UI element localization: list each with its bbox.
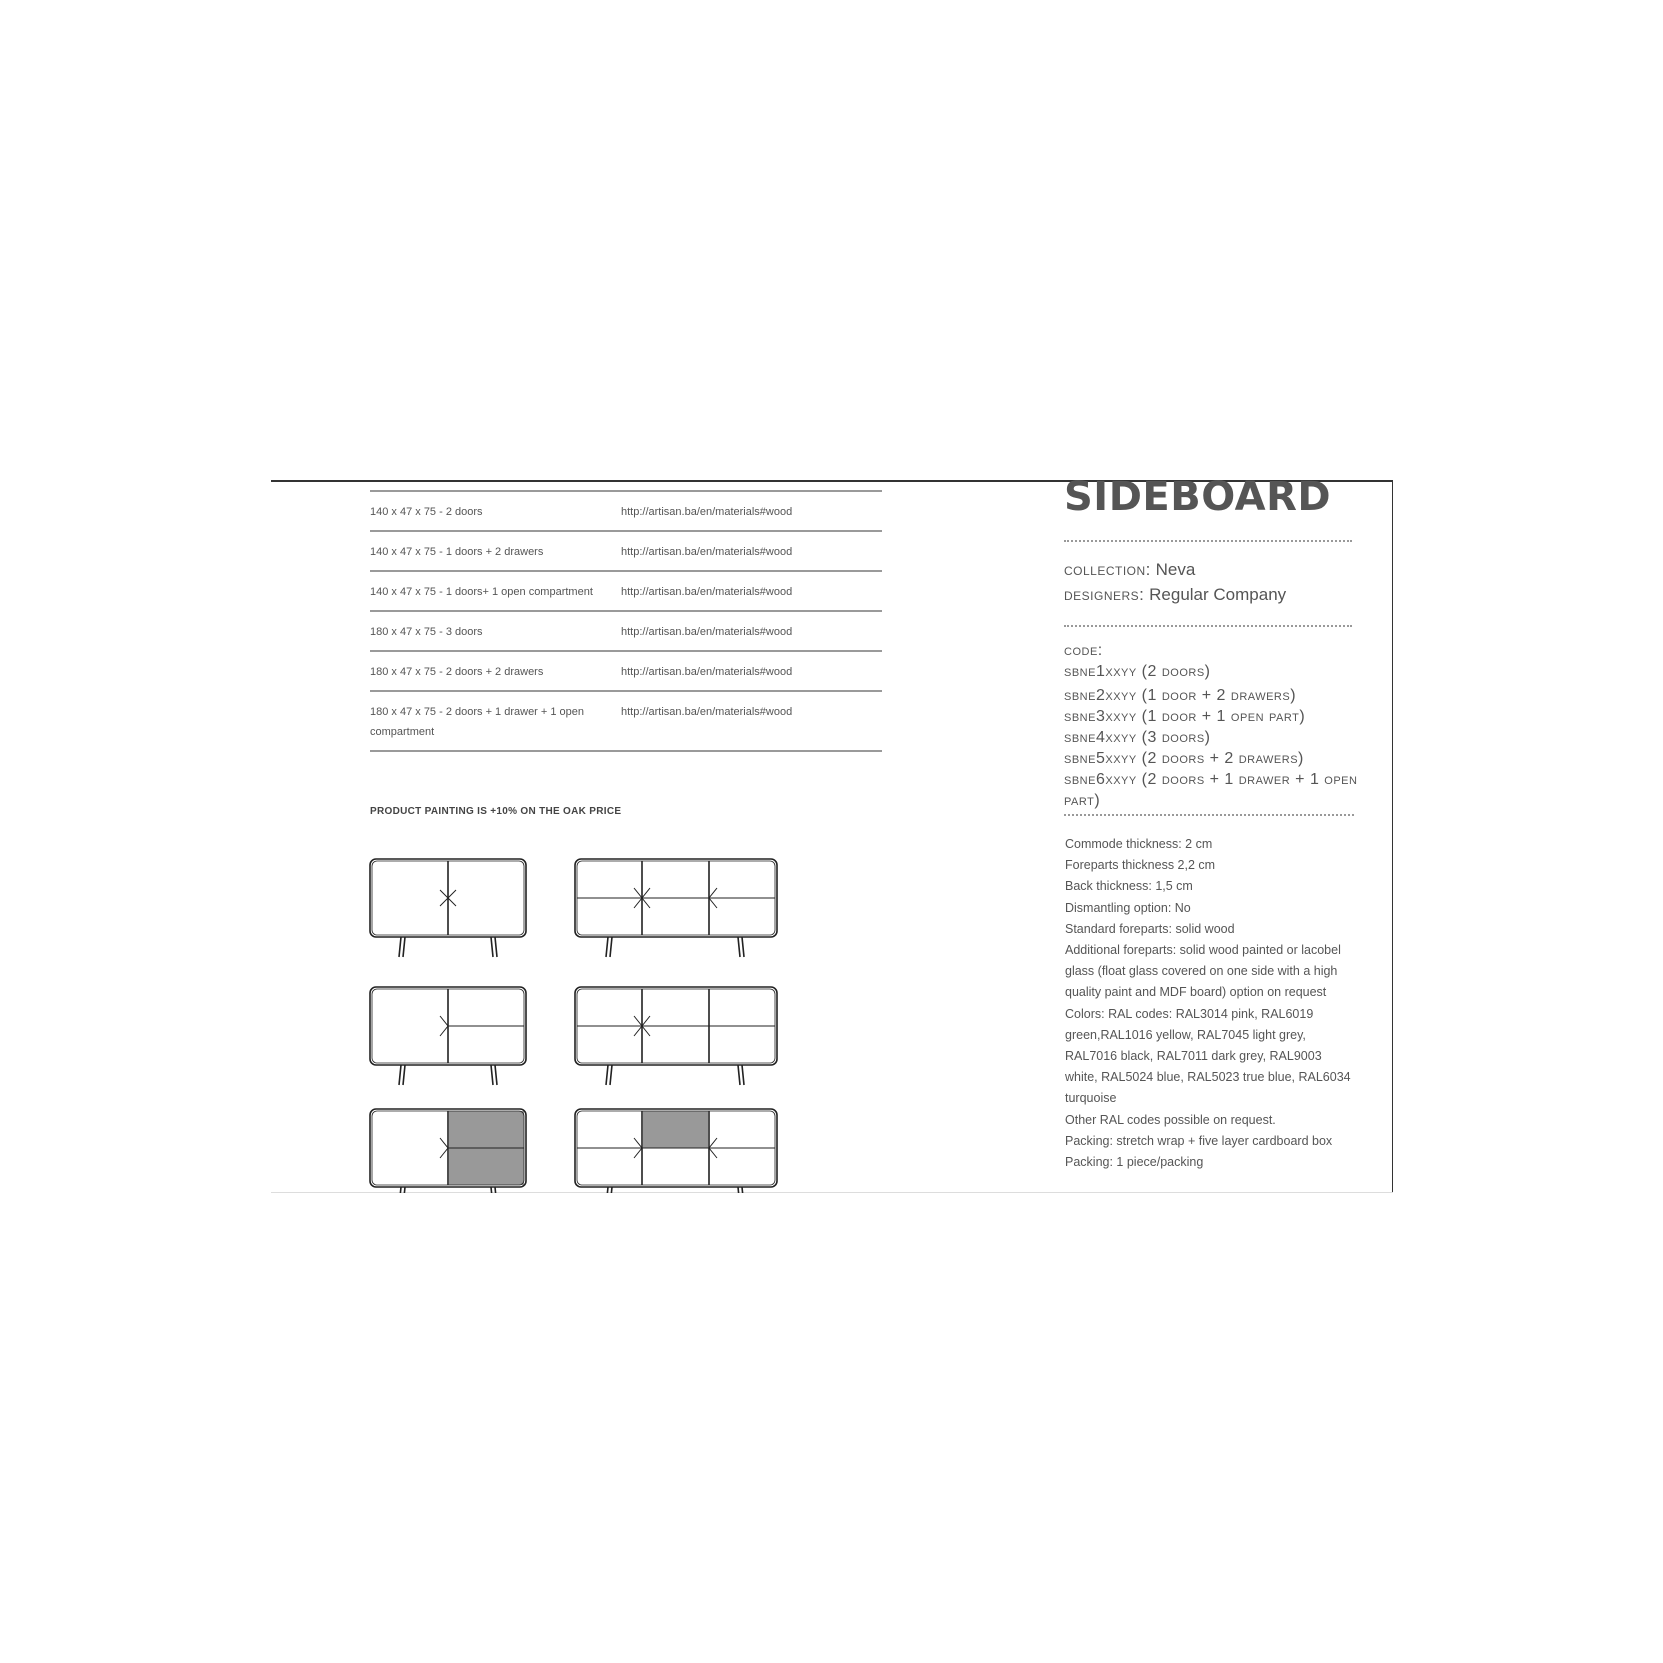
code-item: sbne4xxyy (3 doors): [1064, 729, 1211, 746]
spec-item: Other RAL codes possible on request.: [1065, 1112, 1276, 1127]
designers-line: [1064, 582, 1286, 607]
designers-label: designers:: [1064, 585, 1145, 604]
spec-item: Dismantling option: No: [1065, 900, 1191, 915]
dotted-divider: [1064, 814, 1354, 816]
dimensions-cell: 140 x 47 x 75 - 1 doors+ 1 open compartment: [370, 571, 621, 611]
spec-item: Colors: RAL codes: RAL3014 pink, RAL6019 green,RAL1016 yellow, RAL7045 light grey, RAL7016 black, RAL7011 dark grey, RAL9003 white, RAL5024 blue, RAL5023 true blue, RAL6034 turquoise: [1065, 1006, 1351, 1106]
code-item: sbne1xxyy (2 doors): [1064, 663, 1211, 680]
spec-item: Packing: 1 piece/packing: [1065, 1155, 1204, 1170]
drawing-2-doors-1-drawer-open-part: [575, 1109, 777, 1193]
drawing-2-doors: [370, 859, 526, 957]
spec-item: Foreparts thickness 2,2 cm: [1065, 858, 1216, 873]
product-codes: [1064, 640, 1364, 811]
painting-note: PRODUCT PAINTING IS +10% ON THE OAK PRICE: [370, 806, 622, 817]
drawing-2-doors-2-drawers: [575, 987, 777, 1085]
drawing-1-door-open-part: [370, 1109, 526, 1193]
collection-label: collection:: [1064, 560, 1151, 579]
spec-item: Back thickness: 1,5 cm: [1065, 879, 1193, 894]
dotted-divider: [1064, 625, 1352, 627]
collection-line: [1064, 557, 1195, 582]
dimensions-cell: 180 x 47 x 75 - 3 doors: [370, 611, 621, 651]
product-specs: [1065, 834, 1355, 1173]
code-item: sbne5xxyy (2 doors + 2 drawers): [1064, 750, 1304, 767]
spec-item: Standard foreparts: solid wood: [1065, 921, 1235, 936]
code-item: sbne2xxyy (1 door + 2 drawers): [1064, 687, 1297, 704]
material-link[interactable]: http://artisan.ba/en/materials#wood: [621, 691, 882, 751]
painted-section: [643, 1111, 708, 1148]
spec-item: Additional foreparts: solid wood painted or lacobel glass (float glass covered on one side with a high quality paint and MDF board) option on request: [1065, 943, 1341, 1000]
material-link[interactable]: http://artisan.ba/en/materials#wood: [621, 651, 882, 691]
material-link[interactable]: http://artisan.ba/en/materials#wood: [621, 611, 882, 651]
dimensions-cell: 180 x 47 x 75 - 2 doors + 2 drawers: [370, 651, 621, 691]
dimensions-cell: 140 x 47 x 75 - 1 doors + 2 drawers: [370, 531, 621, 571]
drawing-3-doors: [575, 859, 777, 957]
drawing-1-door-2-drawers: [370, 987, 526, 1085]
material-link[interactable]: http://artisan.ba/en/materials#wood: [621, 531, 882, 571]
dimensions-cell: 140 x 47 x 75 - 2 doors: [370, 491, 621, 531]
code-item: sbne6xxyy (2 doors + 1 drawer + 1 open part): [1064, 771, 1358, 809]
designers-value: Regular Company: [1149, 585, 1287, 604]
spec-item: Packing: stretch wrap + five layer cardboard box: [1065, 1133, 1333, 1148]
dotted-divider: [1064, 540, 1352, 542]
material-link[interactable]: http://artisan.ba/en/materials#wood: [621, 491, 882, 531]
spec-item: Commode thickness: 2 cm: [1065, 837, 1213, 851]
dimensions-cell: 180 x 47 x 75 - 2 doors + 1 drawer + 1 open compartment: [370, 691, 621, 751]
code-item: sbne3xxyy (1 door + 1 open part): [1064, 708, 1306, 725]
material-link[interactable]: http://artisan.ba/en/materials#wood: [621, 571, 882, 611]
product-title: SIDEBOARD: [1064, 480, 1332, 520]
catalog-page: [271, 480, 1393, 1193]
collection-value: Neva: [1155, 560, 1196, 579]
code-label: code:: [1064, 642, 1103, 659]
